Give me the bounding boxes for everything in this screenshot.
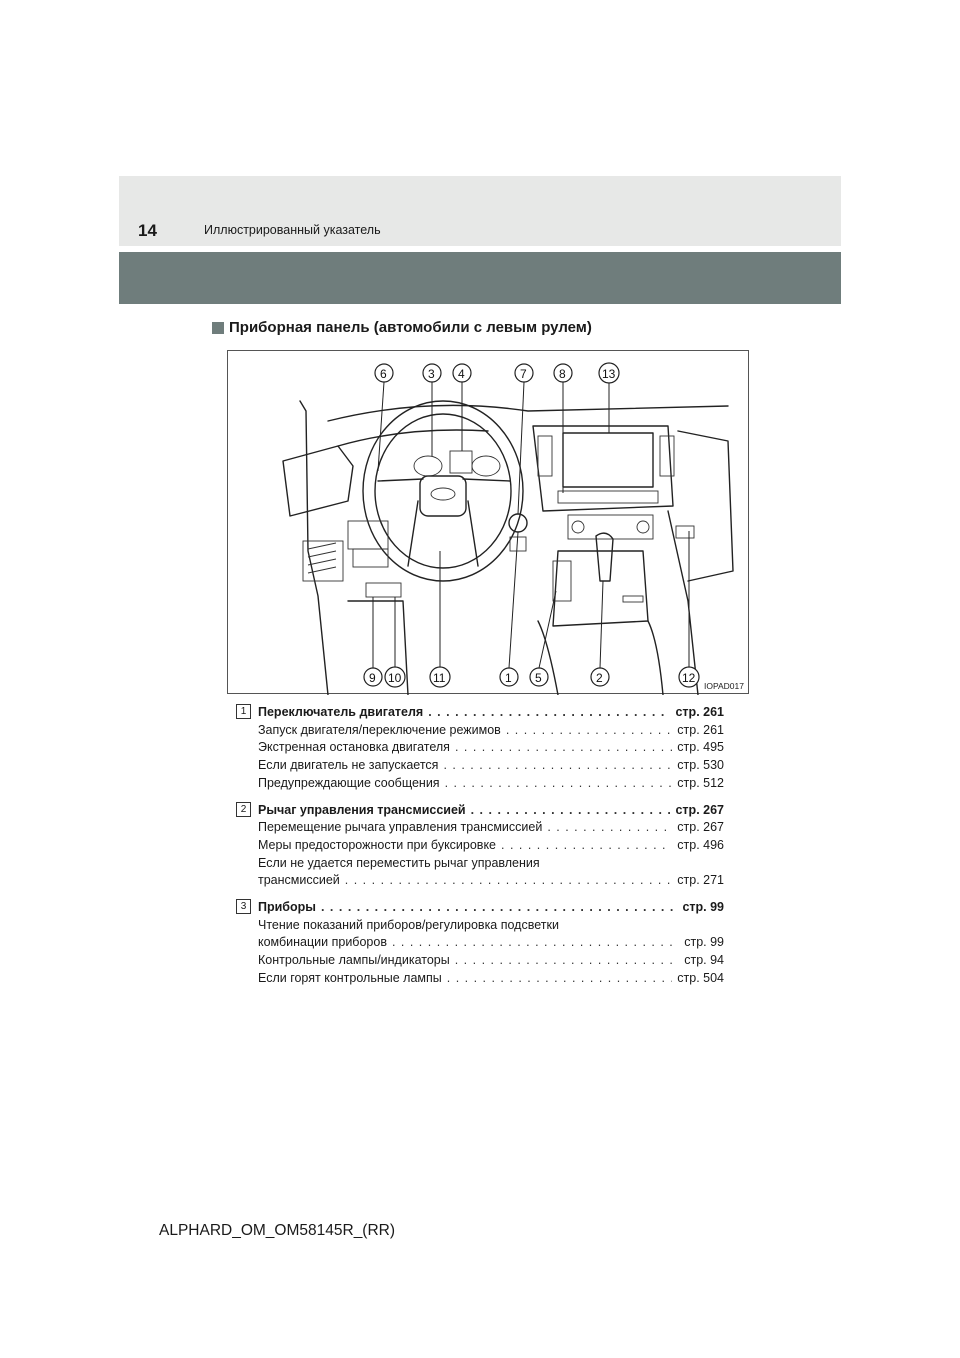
steering-wheel-rim (363, 401, 523, 581)
index-entry (236, 704, 724, 793)
callout-8 (554, 364, 572, 382)
svg-text:4: 4 (458, 367, 465, 381)
entry-line: Чтение показаний приборов/регулировка подсветки (258, 917, 559, 932)
lower-switches (366, 583, 401, 597)
svg-text:5: 5 (535, 671, 542, 685)
entry-line: Переключатель двигателя . . . стр. 261 (258, 704, 724, 722)
figure-code: IOPAD017 (703, 681, 744, 691)
entry-line: комбинации приборов . . . стр. 99 (258, 934, 724, 952)
window-switch-panel (303, 541, 343, 581)
entry-line: трансмиссией . . . стр. 271 (258, 872, 724, 890)
entry-line: Перемещение рычага управления трансмиссией . . . стр. 267 (258, 819, 724, 837)
dashboard-illustration (227, 350, 749, 694)
entry-number: 2 (236, 802, 251, 817)
entry-line: Если двигатель не запускается . . . стр. 530 (258, 757, 724, 775)
index-entry (236, 899, 724, 988)
entry-number: 1 (236, 704, 251, 719)
entry-line: Если горят контрольные лампы . . . стр. 504 (258, 970, 724, 988)
callout-10 (385, 667, 405, 687)
svg-text:11: 11 (433, 671, 446, 685)
entry-line: Приборы . . . стр. 99 (258, 899, 724, 917)
callout-6 (375, 364, 393, 382)
center-display (563, 433, 653, 487)
callout-13 (599, 363, 619, 383)
svg-text:9: 9 (369, 671, 376, 685)
entry-line: Контрольные лампы/индикаторы . . . стр. 94 (258, 952, 724, 970)
entry-line: Рычаг управления трансмиссией . . . стр. 267 (258, 802, 724, 820)
svg-text:2: 2 (596, 671, 603, 685)
footer-code: ALPHARD_OM_OM58145R_(RR) (159, 1222, 396, 1239)
shift-lever-drawing (596, 533, 613, 581)
vent-left (538, 436, 552, 476)
page-number: 14 (138, 221, 157, 240)
steering-wheel-hub (420, 476, 466, 516)
section-band (119, 252, 841, 304)
callout-9 (364, 668, 382, 686)
entry-line: Предупреждающие сообщения . . . стр. 512 (258, 775, 724, 793)
entry-line: Запуск двигателя/переключение режимов . . . стр. 261 (258, 722, 724, 740)
entry-line: Меры предосторожности при буксировке . . . стр. 496 (258, 837, 724, 855)
section-heading-text: Приборная панель (автомобили с левым рулем) (229, 319, 592, 336)
gauge-left (414, 456, 442, 476)
svg-text:8: 8 (559, 367, 566, 381)
callout-5 (530, 668, 548, 686)
door-panel (283, 446, 353, 516)
header-title: Иллюстрированный указатель (204, 223, 381, 237)
gauge-right (472, 456, 500, 476)
callout-3 (423, 364, 441, 382)
multi-info-display (450, 451, 472, 473)
index-entries (236, 704, 724, 997)
svg-text:10: 10 (388, 671, 402, 685)
svg-text:7: 7 (520, 367, 527, 381)
console-lower (553, 551, 648, 626)
entry-number: 3 (236, 899, 251, 914)
dashboard-drawing (228, 351, 750, 695)
center-stack (533, 426, 673, 511)
dashboard-top (328, 405, 728, 421)
section-heading (212, 319, 592, 336)
steering-wheel-spokes (378, 479, 510, 566)
entry-line: Если не удается переместить рычаг управления (258, 855, 540, 870)
callout-4 (453, 364, 471, 382)
callout-12 (679, 667, 699, 687)
callout-11 (430, 667, 450, 687)
vent-right (660, 436, 674, 476)
index-entry (236, 802, 724, 891)
svg-text:1: 1 (505, 671, 512, 685)
section-marker-icon (212, 322, 224, 334)
svg-text:6: 6 (380, 367, 387, 381)
callout-1 (500, 668, 518, 686)
svg-text:13: 13 (602, 367, 616, 381)
callout-7 (515, 364, 533, 382)
svg-text:12: 12 (682, 671, 696, 685)
entry-line: Экстренная остановка двигателя . . . стр. 495 (258, 739, 724, 757)
callout-2 (591, 668, 609, 686)
svg-text:3: 3 (428, 367, 435, 381)
